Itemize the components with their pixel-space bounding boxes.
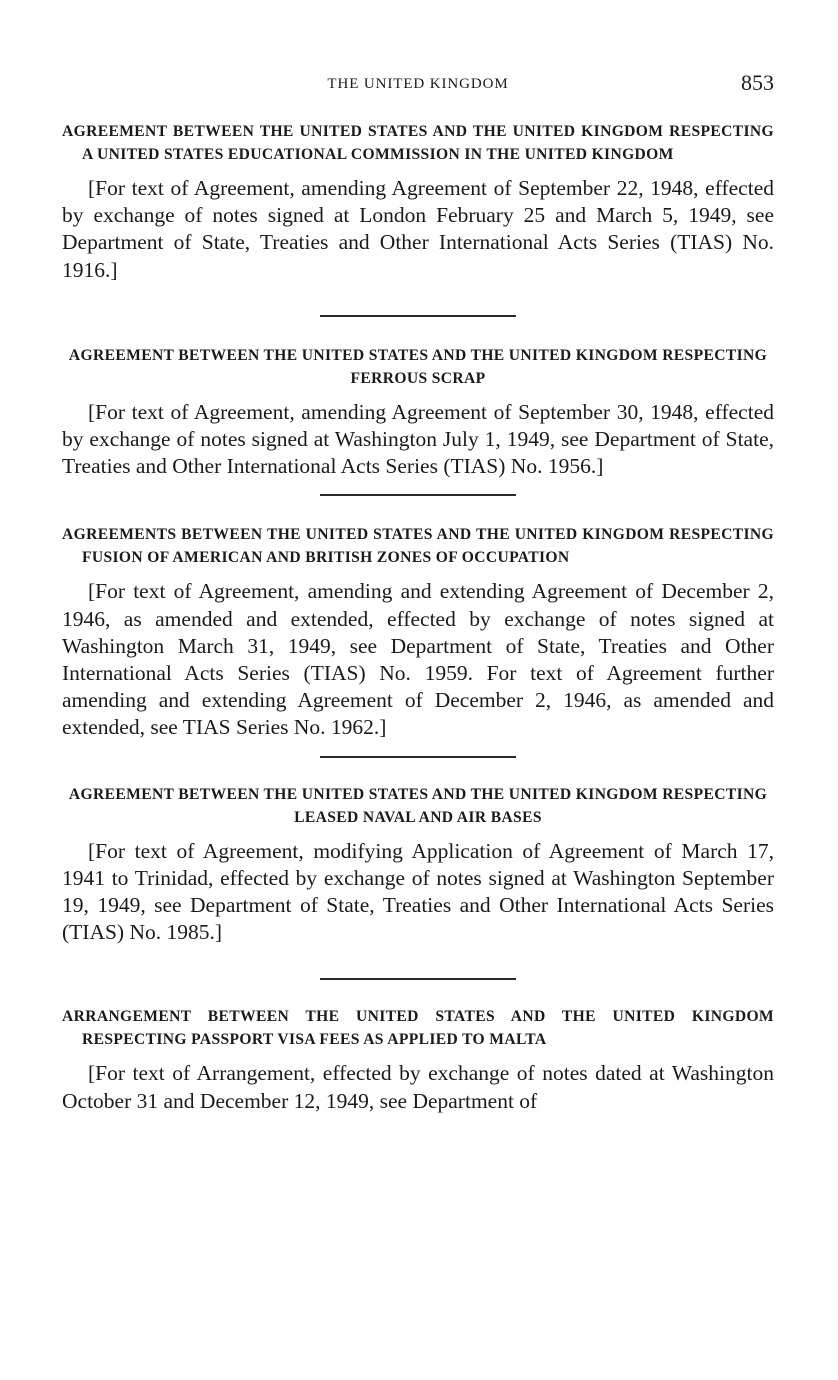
section-heading: ARRANGEMENT BETWEEN THE UNITED STATES AND THE UNITED KINGDOM RESPECTING PASSPORT VISA FEES AS APPLIED TO MALTA [62, 1008, 774, 1049]
section-divider [320, 756, 516, 758]
running-title: THE UNITED KINGDOM [327, 76, 509, 92]
section-body: [For text of Agreement, amending and extending Agreement of December 2, 1946, as amended and extended, effected by exchange of notes signed at Washington March 31, 1949, see Department of State, Treaties and Other International Acts Series (TIAS) No. 1959. For text of Agreement further amending and extending Agreement of December 2, 1946, as amended and extended, see TIAS Series No. 1962.] [62, 579, 774, 740]
section-fusion-of-zones [62, 523, 774, 741]
section-heading: AGREEMENT BETWEEN THE UNITED STATES AND THE UNITED KINGDOM RESPECTING LEASED NAVAL AND AIR BASES [68, 785, 768, 826]
section-passport-visa-fees [62, 1005, 774, 1114]
section-educational-commission [62, 120, 774, 284]
section-heading: AGREEMENTS BETWEEN THE UNITED STATES AND THE UNITED KINGDOM RESPECTING FUSION OF AMERICAN AND BRITISH ZONES OF OCCUPATION [62, 526, 774, 567]
section-heading: AGREEMENT BETWEEN THE UNITED STATES AND THE UNITED KINGDOM RESPECTING A UNITED STATES EDUCATIONAL COMMISSION IN THE UNITED KINGDOM [62, 123, 774, 163]
section-body: [For text of Agreement, amending Agreement of September 22, 1948, effected by exchange of notes signed at London February 25 and March 5, 1949, see Department of State, Treaties and Other International Acts Series (TIAS) No. 1916.] [62, 176, 774, 282]
section-ferrous-scrap [62, 344, 774, 481]
section-body: [For text of Agreement, amending Agreement of September 30, 1948, effected by exchange of notes signed at Washington July 1, 1949, see Department of State, Treaties and Other International Acts Series (TIAS) No. 1956.] [62, 399, 774, 479]
running-head [62, 70, 774, 104]
document-page [62, 70, 774, 1115]
page-number: 853 [741, 70, 774, 95]
section-divider [320, 494, 516, 496]
section-heading: AGREEMENT BETWEEN THE UNITED STATES AND THE UNITED KINGDOM RESPECTING FERROUS SCRAP [68, 346, 768, 387]
section-leased-bases [62, 783, 774, 947]
section-divider [320, 978, 516, 980]
section-body: [For text of Arrangement, effected by exchange of notes dated at Washington October 31 and December 12, 1949, see Department of [62, 1061, 774, 1113]
section-body: [For text of Agreement, modifying Application of Agreement of March 17, 1941 to Trinidad, effected by exchange of notes signed at Washington September 19, 1949, see Department of State, Treaties and Other International Acts Series (TIAS) No. 1985.] [62, 838, 774, 945]
section-divider [320, 315, 516, 317]
